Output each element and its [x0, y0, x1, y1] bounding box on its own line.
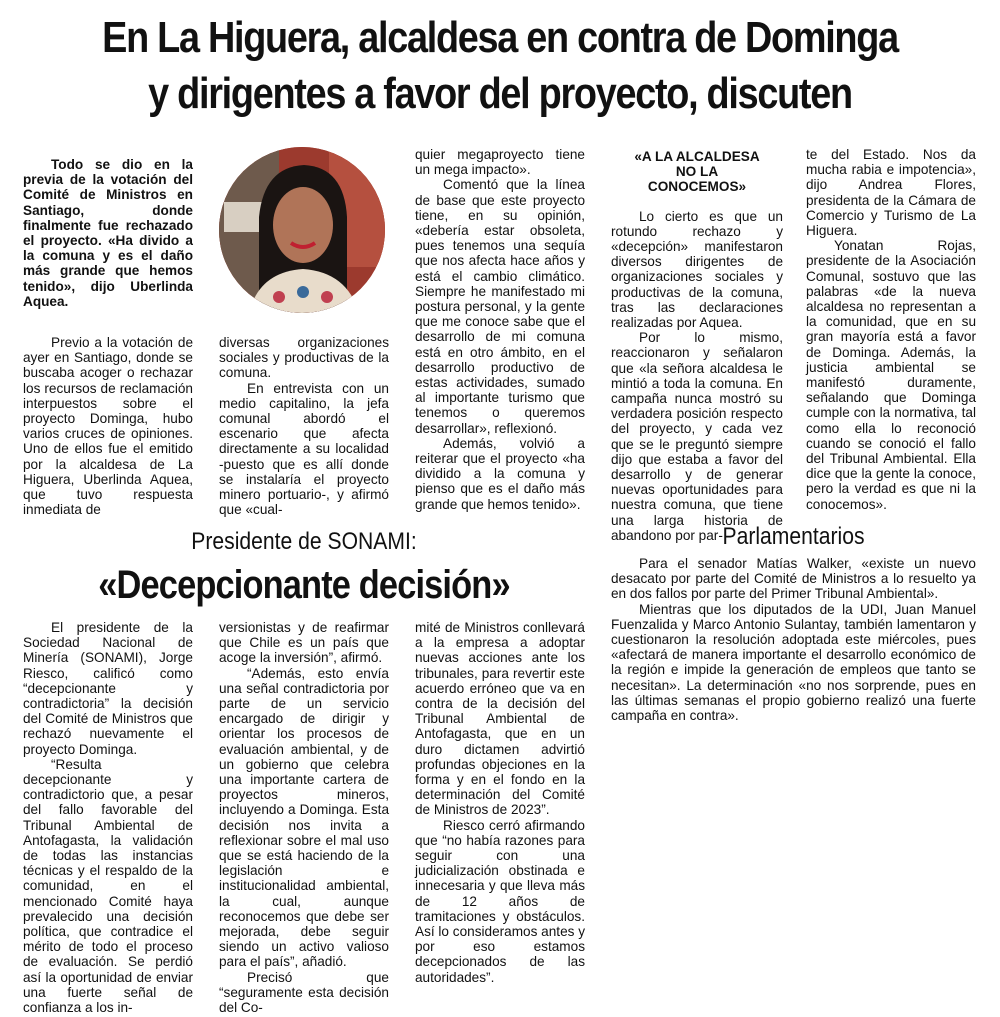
headline-line-1: En La Higuera, alcaldesa en contra de Dominga: [102, 13, 898, 62]
sonami-column-3-paragraph-1: mité de Ministros conllevará a la empresa a adoptar nuevas acciones ante los tribunales, para revertir este acuerdo erróneo que va en contra de la decisión del Tribunal Ambiental de Antofagasta, que en un duro dictamen advirtió profundas objeciones en la forma y en el fondo en la determinación del Comité de Ministros de 2023”.: [415, 620, 585, 818]
lead-paragraph: [23, 157, 193, 309]
column-4-subhead: «A LA ALCALDESA NO LA CONOCEMOS»: [634, 149, 760, 195]
column-1-paragraph: Previo a la votación de ayer en Santiago, donde se buscaba acoger o rechazar los recursos de reclamación interpuestos sobre el proyecto Dominga, hubo varios cruces de opiniones. Uno de ellos fue el emitido por la alcaldesa de La Higuera, Uberlinda Aquea, que tuvo respuesta inmediata de: [23, 335, 193, 518]
column-5: [806, 147, 976, 512]
sonami-kicker: Presidente de SONAMI:: [191, 528, 417, 555]
column-4-paragraph-1: Lo cierto es que un rotundo rechazo y «decepción» manifestaron diversos dirigentes de organizaciones sociales y productivas de la comuna, tras las declaraciones realizadas por Aquea.: [611, 208, 783, 331]
parlamentarios-paragraph-2: Mientras que los diputados de la UDI, Juan Manuel Fuenzalida y Marco Antonio Sulantay, también lamentaron y cuestionaron la resolución adoptada este miércoles, pues «afectará de manera importante el desarrollo económico de la región e impide la generación de empleos que tanto se necesitan». La determinación «no nos sorprende, pues en las últimas semanas el propio gobierno realizó una fuerte campaña en contra».: [611, 601, 976, 724]
sonami-column-1: [23, 620, 193, 1015]
column-3-paragraph-3: Además, volvió a reiterar que el proyecto «ha dividido a la comuna y pienso que es el daño más grande que hemos tenido».: [415, 435, 585, 512]
sonami-title: «Decepcionante decisión»: [98, 563, 510, 607]
column-1: [23, 335, 193, 517]
sonami-column-2: [219, 620, 389, 1015]
parlamentarios-body: [611, 556, 976, 723]
portrait-icon: [219, 147, 385, 313]
column-4: [611, 149, 783, 543]
parlamentarios-paragraph-1: Para el senador Matías Walker, «existe un nuevo desacato por parte del Comité de Ministros a lo resuelto ya en dos fallos por parte del Primer Tribunal Ambiental».: [611, 556, 976, 602]
lead-text: Todo se dio en la previa de la votación del Comité de Ministros en Santiago, donde finalmente fue rechazado el proyecto. «Ha divido a la comuna y es el daño más grande que hemos tenido», dijo Uberlinda Aquea.: [23, 157, 193, 309]
column-2: [219, 335, 389, 517]
parlamentarios-title: Parlamentarios: [722, 523, 865, 550]
sonami-column-3-paragraph-2: Riesco cerró afirmando que “no había razones para seguir con una judicialización obstinada e innecesaria y que lleva más de 12 años de tramitaciones y obstáculos. Así lo consideramos antes y por eso estamos decepcionados de las autoridades”.: [415, 817, 586, 985]
column-4-paragraph-2: Por lo mismo, reaccionaron y señalaron que «la señora alcaldesa le mintió a toda la comuna. En campaña nunca mostró su verdadera posición respecto del proyecto, y cada vez que se le preguntó siempre dijo que estaba a favor del desarrollo y de generar nuevas oportunidades para nuestra comuna, que tiene una larga historia de abandono por par-: [611, 330, 783, 543]
headline-line-2: y dirigentes a favor del proyecto, discuten: [148, 69, 852, 118]
headline: [70, 10, 930, 122]
column-2-paragraph-2: En entrevista con un medio capitalino, la jefa comunal abordó el escenario que afecta directamente a su localidad -puesto que es allí donde se instalaría el proyecto minero portuario-, y afirmó que «cual-: [219, 380, 389, 518]
column-5-paragraph-1: te del Estado. Nos da mucha rabia e impotencia», dijo Andrea Flores, presidenta de la Cámara de Comercio y Turismo de La Higuera.: [806, 147, 976, 239]
sonami-column-3: [415, 620, 585, 985]
portrait-photo: [219, 147, 385, 313]
column-3-paragraph-2: Comentó que la línea de base que este proyecto tiene, en su opinión, «debería estar obsoleta, pues tenemos una sequía que nos afecta hace años y está el cambio climático. Siempre he manifestado mi postura personal, y la gente que me conoce sabe que el desarrollo de mi comuna está en otro ámbito, en el desarrollo productivo de estas actividades, sumado al importante turismo que tenemos o queremos desarrollar», reflexionó.: [415, 177, 585, 436]
column-3-paragraph-1: quier megaproyecto tiene un mega impacto».: [415, 147, 585, 178]
column-5-paragraph-2: Yonatan Rojas, presidente de la Asociación Comunal, sostuvo que las palabras «de la nueva alcaldesa no representan a la comunidad, que en su gran mayoría está a favor de Dominga. Además, la justicia ambiental se manifestó duramente, señalando que Dominga cumple con la normativa, tal como ella lo reconoció cuando se conoció el fallo del Tribunal Ambiental. Ella dice que la gente la conoce, pero la verdad es que ni la conocemos».: [806, 238, 976, 512]
sonami-column-2-paragraph-2: “Además, esto envía una señal contradictoria por parte de un servicio encargado de dirigir y orientar los procesos de evaluación ambiental, y de un gobierno que celebra una importante cartera de proyectos mineros, incluyendo a Dominga. Esta decisión nos invita a reflexionar sobre el mal uso que se está haciendo de la legislación e institucionalidad ambiental, la cual, aunque reconocemos que debe ser mejorada, debe seguir siendo un activo valioso para el país”, añadió.: [219, 665, 389, 970]
sonami-column-1-paragraph-2: “Resulta decepcionante y contradictorio que, a pesar del fallo favorable del Tribunal Ambiental de Antofagasta, la validación de todas las instancias técnicas y el respaldo de la comunidad, en el mencionado Comité haya prevalecido una decisión política, que contradice el mérito de todo el proceso de evaluación. Se perdió así la oportunidad de enviar una fuerte señal de confianza a los in-: [23, 756, 193, 1016]
column-2-paragraph-1: diversas organizaciones sociales y productivas de la comuna.: [219, 335, 389, 381]
sonami-column-1-paragraph-1: El presidente de la Sociedad Nacional de Minería (SONAMI), Jorge Riesco, calificó como “decepcionante y contradictoria” la decisión del Comité de Ministros que rechazó nuevamente el proyecto Dominga.: [23, 620, 193, 757]
sonami-column-2-paragraph-3: Precisó que “seguramente esta decisión del Co-: [219, 969, 389, 1016]
sonami-column-2-paragraph-1: versionistas y de reafirmar que Chile es un país que acoge la inversión”, afirmó.: [219, 620, 389, 666]
column-3: [415, 147, 585, 512]
